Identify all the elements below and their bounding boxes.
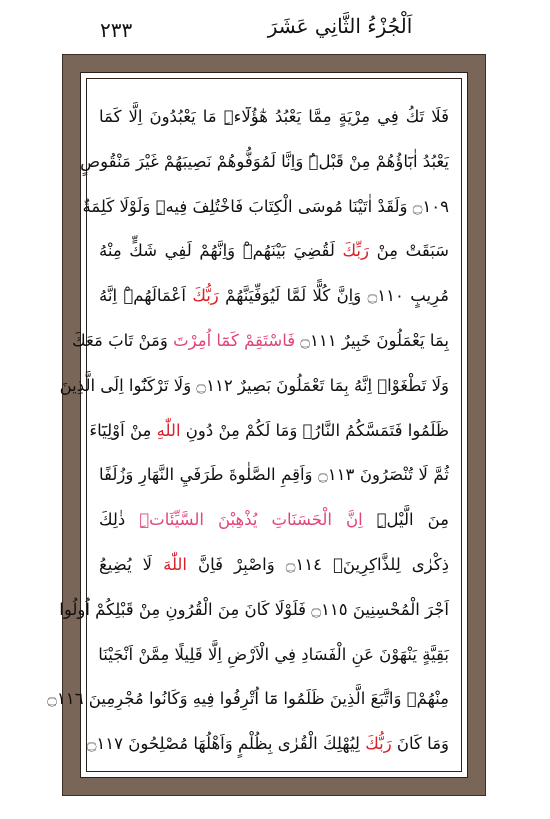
divine-name-text: اللّٰهِ — [156, 420, 181, 440]
verse-text: سَبَقَتْ مِنْ — [368, 241, 449, 261]
verse-line — [87, 229, 461, 274]
verse-line — [59, 588, 461, 633]
verse-line — [87, 453, 461, 498]
verse-line — [82, 185, 461, 230]
verse-line — [47, 677, 461, 722]
verse-text: بِمَا يَعْمَلُونَ خَبِيرٌ ۝١١١ — [295, 330, 449, 350]
verse-line — [72, 319, 461, 364]
verse-text: لَا يُضِيعُ — [99, 554, 164, 574]
divine-name-text: اللّٰهَ — [163, 554, 188, 574]
verse-text: ظَلَمُوا فَتَمَسَّكُمُ النَّارُۙ وَمَا لَكُمْ مِنْ دُونِ — [180, 420, 449, 440]
verse-text: مِنَ الَّيْلِۜ — [362, 510, 449, 530]
verse-text: مِنْهُمْۚ وَاتَّبَعَ الَّذِينَ ظَلَمُوا مَٓا اُتْرِفُوا فِيهِ وَكَانُوا مُجْرِمِينَ ۝١١٦ — [47, 689, 449, 709]
divine-name-text: رَبُّكَ — [192, 286, 219, 306]
verse-text: يَعْبُدُ اٰبَٓاؤُهُمْ مِنْ قَبْلُۜ وَاِنَّا لَمُوَفُّوهُمْ نَصِيبَهُمْ غَيْرَ مَنْقُوصٍ — [80, 151, 449, 171]
verse-text: ثُمَّ لَا تُنْصَرُونَ ۝١١٣ وَاَقِمِ الصَّلٰوةَ طَرَفَيِ النَّهَارِ وَزُلَفًا — [99, 465, 449, 485]
verse-line — [87, 722, 461, 767]
highlighted-verse-text: اِنَّ الْحَسَنَاتِ يُذْهِبْنَ السَّيِّئَاتِۜ — [139, 510, 363, 530]
text-panel — [47, 78, 462, 772]
verse-text: لِيُهْلِكَ الْقُرٰى بِظُلْمٍ وَاَهْلُهَا مُصْلِحُونَ ۝١١٧ — [86, 734, 366, 754]
verse-text: اَجْرَ الْمُحْسِنِينَ ۝١١٥ فَلَوْلَا كَانَ مِنَ الْقُرُونِ مِنْ قَبْلِكُمْ اُولُوا — [59, 599, 449, 619]
verse-line — [87, 274, 461, 319]
verse-line — [80, 140, 461, 185]
verse-line — [87, 409, 461, 454]
verse-text: ذٰلِكَ — [99, 510, 140, 530]
juz-title: اَلْجُزْءُ الثَّانِي عَشَرَ — [267, 14, 413, 38]
page-header — [40, 8, 510, 48]
verse-line — [87, 633, 461, 678]
verse-text: وَلَا تَطْغَوْاۜ اِنَّهُ بِمَا تَعْمَلُونَ بَصِيرٌ ۝١١٢ وَلَا تَرْكَنُٓوا اِلَى الَّذِينَ — [59, 375, 449, 395]
verse-line — [87, 95, 461, 140]
verse-text: بَقِيَّةٍ يَنْهَوْنَ عَنِ الْفَسَادِ فِي الْاَرْضِ اِلَّا قَلِيلًا مِمَّنْ اَنْجَيْنَا — [98, 644, 449, 664]
verse-line — [87, 543, 461, 588]
verse-text: اَعْمَالَهُمْۜ اِنَّهُ — [99, 286, 193, 306]
verse-lines — [47, 95, 461, 767]
divine-name-text: رَبِّكَ — [342, 241, 369, 261]
verse-line — [59, 364, 461, 409]
divine-name-text: رَبُّكَ — [365, 734, 392, 754]
verse-text: وَمَا كَانَ — [391, 734, 449, 754]
highlighted-verse-text: فَاسْتَقِمْ كَمَٓا اُمِرْتَ — [173, 330, 296, 350]
verse-text: مِنْ اَوْلِيَٓاءَ — [89, 420, 157, 440]
verse-text: وَمَنْ تَابَ مَعَكَ — [72, 330, 174, 350]
verse-text: ۝١٠٩ وَلَقَدْ اٰتَيْنَا مُوسَى الْكِتَابَ فَاخْتُلِفَ فِيهِۜ وَلَوْلَا كَلِمَةٌ — [82, 196, 449, 216]
verse-text: لَقُضِيَ بَيْنَهُمْۜ وَاِنَّهُمْ لَفِي شَكٍّ مِنْهُ — [99, 241, 343, 261]
page-number: ٢٣٣ — [100, 18, 133, 42]
verse-line — [87, 498, 461, 543]
verse-text: فَلَا تَكُ فِي مِرْيَةٍ مِمَّا يَعْبُدُ هٰٓؤُلَٓاءِۜ مَا يَعْبُدُونَ اِلَّا كَمَا — [99, 107, 449, 126]
verse-text: مُرِيبٍ ۝١١٠ وَاِنَّ كُلًّا لَمَّا لَيُوَفِّيَنَّهُمْ — [218, 286, 450, 306]
verse-text: ذِكْرٰى لِلذَّاكِرِينَۚ ۝١١٤ وَاصْبِرْ فَاِنَّ — [187, 554, 449, 574]
